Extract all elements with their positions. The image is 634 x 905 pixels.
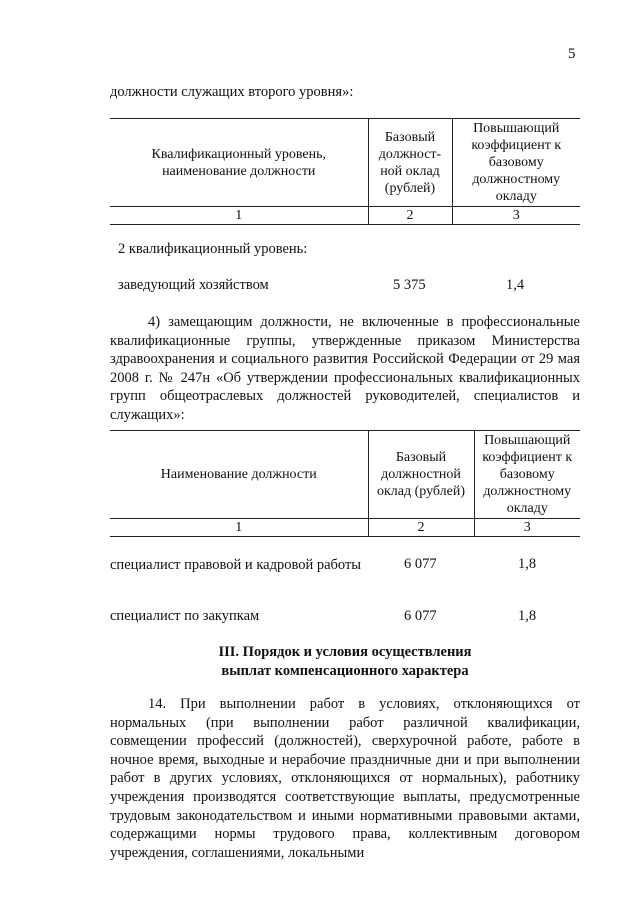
paragraph-4: 4) замещающим должности, не включенные в профессиональные квалификационные группы, утвержденные приказом Министерства здравоохранения и социального развития Российской Федерации от 29 мая 2008 г. № 247н «Об утверждении профессиональных квалификационных групп общеотраслевых должностей руководителей, специалистов и служащих»:: [110, 314, 580, 423]
col-header-coefficient: Повышающий коэффициент к базовому должностному окладу: [474, 431, 580, 519]
salary-table-header-2: [110, 430, 580, 537]
base-salary-value: 6 077: [404, 608, 437, 624]
position-name: специалист по закупкам: [110, 608, 260, 624]
col-header-coefficient: Повышающий коэффициент к базовому должностному окладу: [452, 119, 580, 207]
col-number: 2: [368, 519, 474, 537]
col-header-qualification: Квалификационный уровень, наименование должности: [110, 119, 368, 207]
col-number: 3: [452, 207, 580, 225]
intro-line: должности служащих второго уровня»:: [110, 84, 354, 100]
coefficient-value: 1,8: [518, 556, 537, 572]
level-label: 2 квалификационный уровень:: [118, 241, 308, 257]
col-header-base-salary: Базовый должност-ной оклад (рублей): [368, 119, 452, 207]
coefficient-value: 1,8: [518, 608, 537, 624]
col-number: 3: [474, 519, 580, 537]
position-name: специалист правовой и кадровой работы: [110, 557, 362, 573]
position-name: заведующий хозяйством: [118, 277, 269, 293]
base-salary-value: 6 077: [404, 556, 437, 572]
col-number: 1: [110, 207, 368, 225]
salary-table-header-1: [110, 118, 580, 225]
page-number: 5: [568, 46, 576, 62]
section-heading: III. Порядок и условия осуществления выплат компенсационного характера: [218, 644, 472, 679]
paragraph-14: 14. При выполнении работ в условиях, отклоняющихся от нормальных (при выполнении работ различной квалификации, совмещении профессий (должностей), сверхурочной работе, работе в ночное время, выходные и нерабочие праздничные дни и при выполнении работ в других условиях, отклоняющихся от нормальных), работнику учреждения производятся соответствующие выплаты, предусмотренные трудовым законодательством и иными нормативными правовыми актами, содержащими нормы трудового права, коллективным договором учреждения, соглашениями, локальными: [110, 696, 580, 861]
col-number: 1: [110, 519, 368, 537]
col-header-position: Наименование должности: [110, 431, 368, 519]
col-header-base-salary: Базовый должностной оклад (рублей): [368, 431, 474, 519]
base-salary-value: 5 375: [393, 277, 426, 293]
coefficient-value: 1,4: [506, 277, 525, 293]
col-number: 2: [368, 207, 452, 225]
